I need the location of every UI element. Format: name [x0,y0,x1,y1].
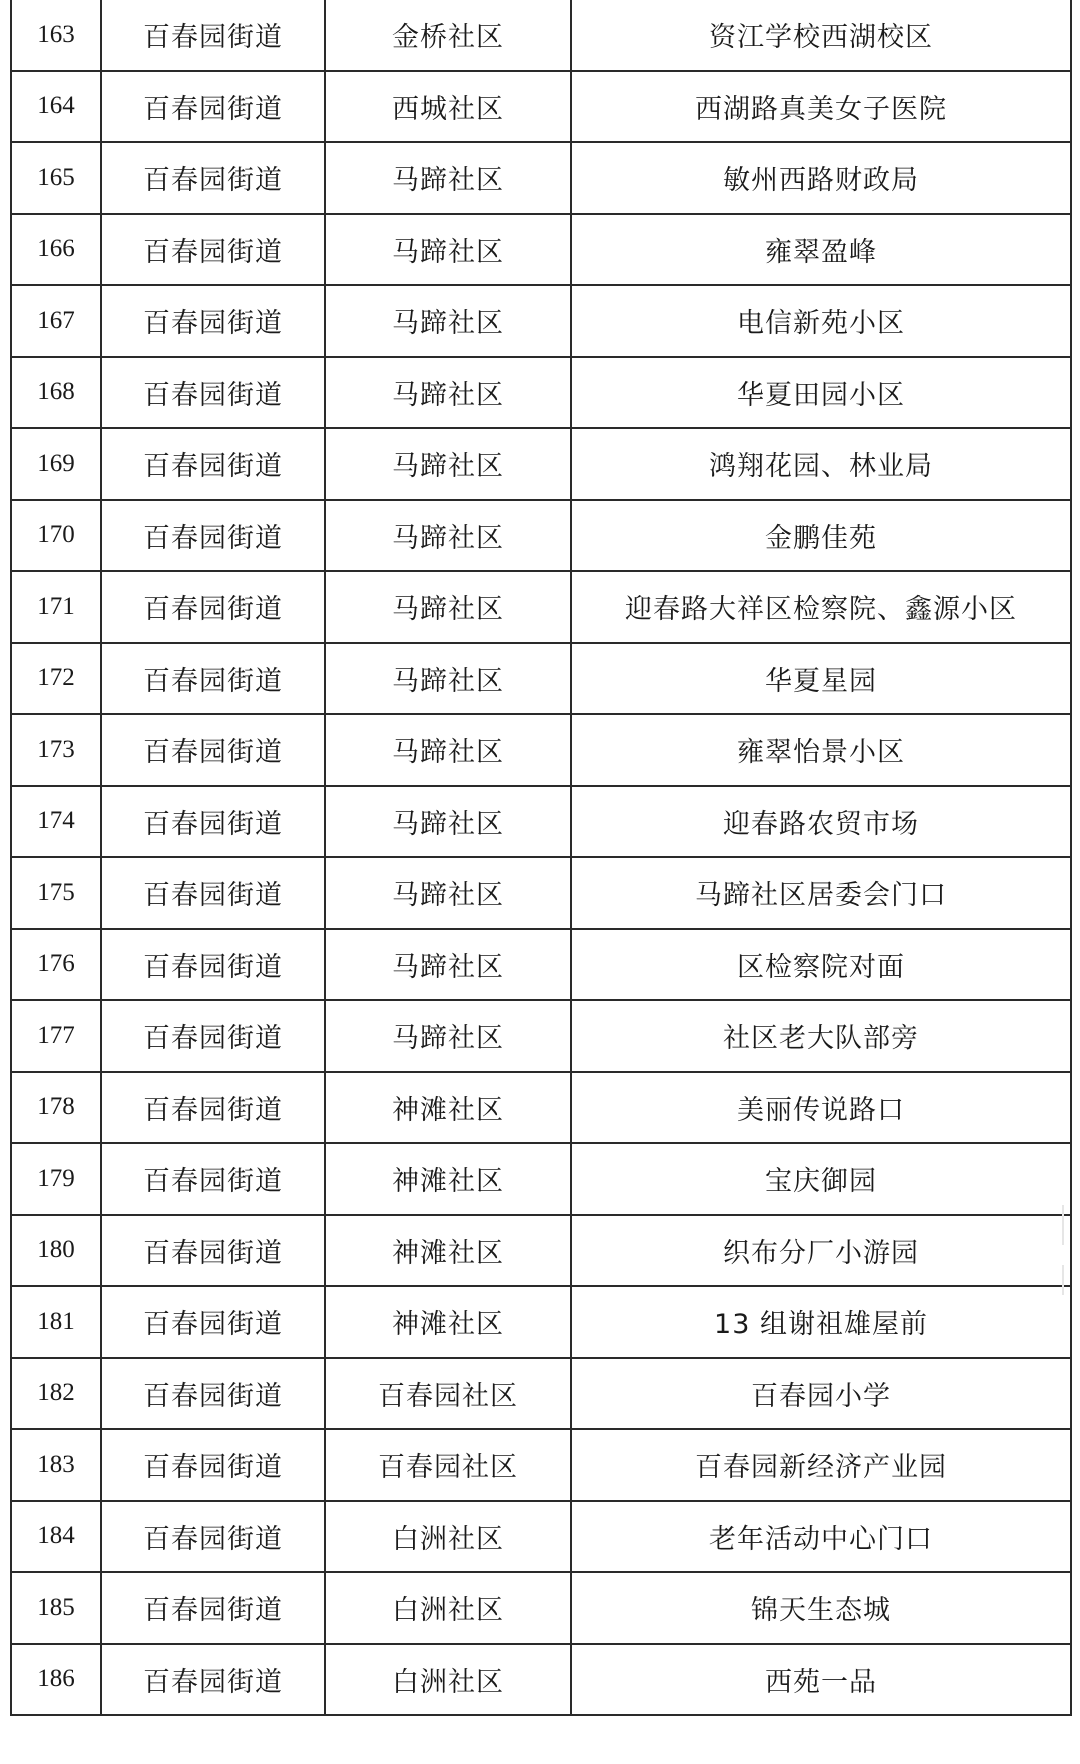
row-number-cell: 166 [11,214,101,286]
community-cell: 马蹄社区 [325,786,571,858]
table-row [11,1286,1071,1358]
location-cell: 西湖路真美女子医院 [571,71,1071,143]
community-cell: 马蹄社区 [325,500,571,572]
location-cell: 美丽传说路口 [571,1072,1071,1144]
row-number-cell: 177 [11,1000,101,1072]
street-cell: 百春园街道 [101,1072,325,1144]
table-row [11,929,1071,1001]
row-number-cell: 173 [11,714,101,786]
street-cell: 百春园街道 [101,142,325,214]
location-cell: 敏州西路财政局 [571,142,1071,214]
table-row [11,285,1071,357]
table-row [11,1358,1071,1430]
community-cell: 百春园社区 [325,1358,571,1430]
location-cell: 百春园新经济产业园 [571,1429,1071,1501]
street-cell: 百春园街道 [101,1000,325,1072]
location-cell: 锦天生态城 [571,1572,1071,1644]
table-row [11,857,1071,929]
street-cell: 百春园街道 [101,1358,325,1430]
location-cell: 金鹏佳苑 [571,500,1071,572]
community-cell: 白洲社区 [325,1572,571,1644]
community-cell: 白洲社区 [325,1501,571,1573]
community-cell: 神滩社区 [325,1286,571,1358]
location-cell: 织布分厂小游园 [571,1215,1071,1287]
row-number-cell: 170 [11,500,101,572]
location-cell: 社区老大队部旁 [571,1000,1071,1072]
community-cell: 马蹄社区 [325,929,571,1001]
community-cell: 马蹄社区 [325,1000,571,1072]
community-cell: 马蹄社区 [325,857,571,929]
table-row [11,428,1071,500]
community-cell: 马蹄社区 [325,357,571,429]
street-cell: 百春园街道 [101,929,325,1001]
table-row [11,643,1071,715]
location-cell: 华夏田园小区 [571,357,1071,429]
community-cell: 金桥社区 [325,0,571,71]
row-number-cell: 163 [11,0,101,71]
location-cell: 鸿翔花园、林业局 [571,428,1071,500]
row-number-cell: 172 [11,643,101,715]
edge-mark [1062,1265,1064,1295]
location-cell: 西苑一品 [571,1644,1071,1716]
table-row [11,357,1071,429]
table-row [11,1501,1071,1573]
street-cell: 百春园街道 [101,0,325,71]
row-number-cell: 179 [11,1143,101,1215]
table-row [11,142,1071,214]
location-cell: 华夏星园 [571,643,1071,715]
location-cell: 雍翠盈峰 [571,214,1071,286]
community-cell: 神滩社区 [325,1143,571,1215]
community-cell: 马蹄社区 [325,643,571,715]
row-number-cell: 185 [11,1572,101,1644]
street-cell: 百春园街道 [101,1143,325,1215]
community-cell: 西城社区 [325,71,571,143]
table-row [11,1644,1071,1716]
row-number-cell: 186 [11,1644,101,1716]
location-table [10,0,1072,1716]
table-row [11,786,1071,858]
community-cell: 神滩社区 [325,1072,571,1144]
table-row [11,1215,1071,1287]
table-row [11,71,1071,143]
row-number-cell: 184 [11,1501,101,1573]
street-cell: 百春园街道 [101,71,325,143]
location-cell: 老年活动中心门口 [571,1501,1071,1573]
location-cell: 宝庆御园 [571,1143,1071,1215]
row-number-cell: 167 [11,285,101,357]
location-cell: 迎春路大祥区检察院、鑫源小区 [571,571,1071,643]
community-cell: 神滩社区 [325,1215,571,1287]
street-cell: 百春园街道 [101,1429,325,1501]
street-cell: 百春园街道 [101,500,325,572]
street-cell: 百春园街道 [101,1644,325,1716]
table-row [11,714,1071,786]
community-cell: 马蹄社区 [325,571,571,643]
row-number-cell: 176 [11,929,101,1001]
street-cell: 百春园街道 [101,1501,325,1573]
row-number-cell: 178 [11,1072,101,1144]
row-number-cell: 174 [11,786,101,858]
community-cell: 马蹄社区 [325,142,571,214]
table-body [11,0,1071,1715]
row-number-cell: 182 [11,1358,101,1430]
street-cell: 百春园街道 [101,428,325,500]
location-cell: 马蹄社区居委会门口 [571,857,1071,929]
street-cell: 百春园街道 [101,214,325,286]
community-cell: 马蹄社区 [325,714,571,786]
row-number-cell: 164 [11,71,101,143]
street-cell: 百春园街道 [101,571,325,643]
street-cell: 百春园街道 [101,357,325,429]
table-row [11,214,1071,286]
table-row [11,0,1071,71]
edge-mark [1062,1205,1064,1245]
row-number-cell: 175 [11,857,101,929]
row-number-cell: 165 [11,142,101,214]
location-cell: 资江学校西湖校区 [571,0,1071,71]
community-cell: 马蹄社区 [325,428,571,500]
row-number-cell: 168 [11,357,101,429]
table-row [11,1429,1071,1501]
table-row [11,500,1071,572]
table-row [11,571,1071,643]
location-cell: 电信新苑小区 [571,285,1071,357]
table-row [11,1143,1071,1215]
location-cell: 区检察院对面 [571,929,1071,1001]
community-cell: 白洲社区 [325,1644,571,1716]
street-cell: 百春园街道 [101,1286,325,1358]
street-cell: 百春园街道 [101,1215,325,1287]
row-number-cell: 181 [11,1286,101,1358]
location-cell: 13 组谢祖雄屋前 [571,1286,1071,1358]
table-row [11,1072,1071,1144]
street-cell: 百春园街道 [101,285,325,357]
community-cell: 马蹄社区 [325,214,571,286]
row-number-cell: 183 [11,1429,101,1501]
location-cell: 雍翠怡景小区 [571,714,1071,786]
community-cell: 马蹄社区 [325,285,571,357]
street-cell: 百春园街道 [101,857,325,929]
row-number-cell: 169 [11,428,101,500]
table-row [11,1572,1071,1644]
location-cell: 迎春路农贸市场 [571,786,1071,858]
street-cell: 百春园街道 [101,643,325,715]
table-row [11,1000,1071,1072]
street-cell: 百春园街道 [101,1572,325,1644]
row-number-cell: 171 [11,571,101,643]
street-cell: 百春园街道 [101,786,325,858]
street-cell: 百春园街道 [101,714,325,786]
location-cell: 百春园小学 [571,1358,1071,1430]
community-cell: 百春园社区 [325,1429,571,1501]
row-number-cell: 180 [11,1215,101,1287]
